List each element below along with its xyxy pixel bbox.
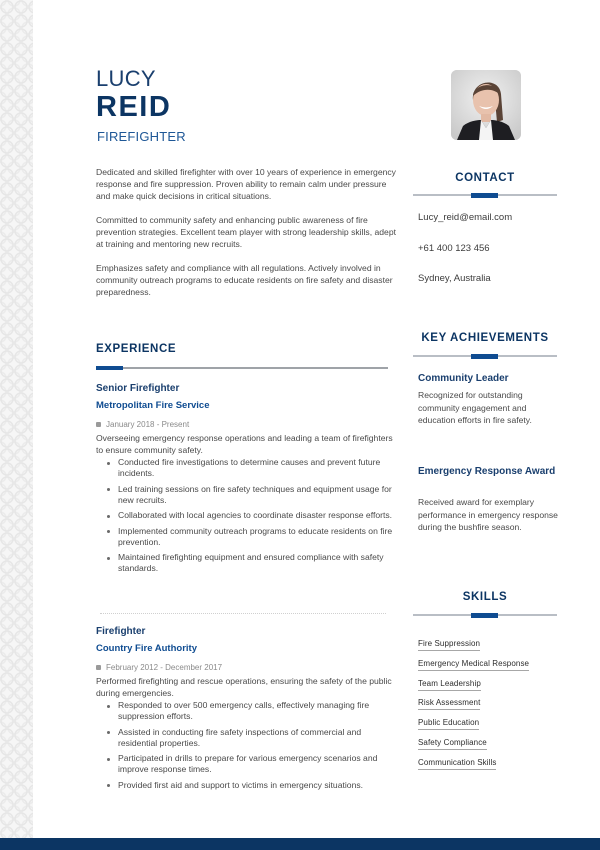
divider-accent xyxy=(471,193,498,198)
job-bullet: Maintained firefighting equipment and ensured compliance with safety standards. xyxy=(107,552,394,574)
footer-bar xyxy=(0,838,600,850)
divider-accent xyxy=(471,354,498,359)
summary-paragraph: Dedicated and skilled firefighter with over 10 years of experience in emergency response and fire suppression. Proven ability to remain calm under pressure and make quick decisions in critical situations. xyxy=(96,167,396,201)
job-title: FIREFIGHTER xyxy=(97,129,186,144)
experience-entry xyxy=(96,626,394,795)
skill-item: Public Education xyxy=(418,718,479,730)
job-dates-text: February 2012 - December 2017 xyxy=(106,663,223,672)
job-dates xyxy=(96,660,394,675)
achievement-description: Received award for exemplary performance in emergency response during the bushfire season. xyxy=(418,497,558,532)
job-bullet: Implemented community outreach programs to educate residents on fire prevention. xyxy=(107,526,394,548)
experience-heading: EXPERIENCE xyxy=(96,343,177,355)
skills-list xyxy=(418,633,568,772)
last-name: REID xyxy=(96,91,172,123)
achievements-divider xyxy=(413,355,557,357)
job-bullet: Responded to over 500 emergency calls, effectively managing fire suppression efforts. xyxy=(107,700,394,722)
divider-accent xyxy=(471,613,498,618)
skill-item: Fire Suppression xyxy=(418,639,480,651)
experience-entry xyxy=(96,383,394,579)
job-role: Firefighter xyxy=(96,626,146,637)
experience-divider xyxy=(96,367,388,369)
job-company: Metropolitan Fire Service xyxy=(96,400,210,411)
job-description: Overseeing emergency response operations and leading a team of firefighters to ensure community safety. xyxy=(96,433,393,455)
contact-email[interactable]: Lucy_reid@email.com xyxy=(418,212,513,223)
job-bullet: Assisted in conducting fire safety inspections of commercial and residential properties. xyxy=(107,727,394,749)
job-company: Country Fire Authority xyxy=(96,643,197,654)
job-bullet: Provided first aid and support to victims in emergency situations. xyxy=(107,780,394,791)
contact-heading: CONTACT xyxy=(455,172,515,184)
job-bullet: Collaborated with local agencies to coordinate disaster response efforts. xyxy=(107,510,394,521)
skill-item: Emergency Medical Response xyxy=(418,659,529,671)
job-description: Performed firefighting and rescue operations, ensuring the safety of the public during emergencies. xyxy=(96,676,392,698)
contact-divider xyxy=(413,194,557,196)
job-role: Senior Firefighter xyxy=(96,383,180,394)
skill-item: Risk Assessment xyxy=(418,698,480,710)
first-name: LUCY xyxy=(96,66,156,91)
job-bullet-list xyxy=(107,700,394,791)
contact-location: Sydney, Australia xyxy=(418,273,491,284)
job-bullet: Conducted fire investigations to determine causes and prevent future incidents. xyxy=(107,457,394,479)
skills-divider xyxy=(413,614,557,616)
achievement-title: Emergency Response Award xyxy=(418,466,556,477)
divider-accent xyxy=(96,366,123,370)
job-dates xyxy=(96,417,394,432)
skill-item: Safety Compliance xyxy=(418,738,487,750)
person-portrait-icon xyxy=(451,70,521,140)
summary-paragraph: Committed to community safety and enhancing public awareness of fire prevention strategies. Excellent team player with strong leadership skills, adept at training and mentoring new recruits. xyxy=(96,215,396,249)
skill-item: Communication Skills xyxy=(418,758,496,770)
job-dates-text: January 2018 - Present xyxy=(106,420,190,429)
decorative-side-pattern xyxy=(0,0,33,838)
entry-separator xyxy=(100,613,386,614)
achievement-description: Recognized for outstanding community engagement and education efforts in fire safety. xyxy=(418,390,532,425)
job-bullet: Participated in drills to prepare for various emergency scenarios and improve response times. xyxy=(107,753,394,775)
achievements-heading: KEY ACHIEVEMENTS xyxy=(421,332,549,344)
job-bullet: Led training sessions on fire safety techniques and equipment usage for new recruits. xyxy=(107,484,394,506)
skills-heading: SKILLS xyxy=(462,591,508,603)
job-bullet-list xyxy=(107,457,394,574)
achievement-title: Community Leader xyxy=(418,373,509,384)
calendar-icon xyxy=(96,665,101,670)
summary-paragraph: Emphasizes safety and compliance with all regulations. Actively involved in community outreach programs to educate residents on fire safety and disaster preparedness. xyxy=(96,263,393,297)
profile-summary xyxy=(96,166,396,310)
calendar-icon xyxy=(96,422,101,427)
profile-photo xyxy=(451,70,521,140)
contact-phone[interactable]: +61 400 123 456 xyxy=(418,243,490,254)
skill-item: Team Leadership xyxy=(418,679,481,691)
